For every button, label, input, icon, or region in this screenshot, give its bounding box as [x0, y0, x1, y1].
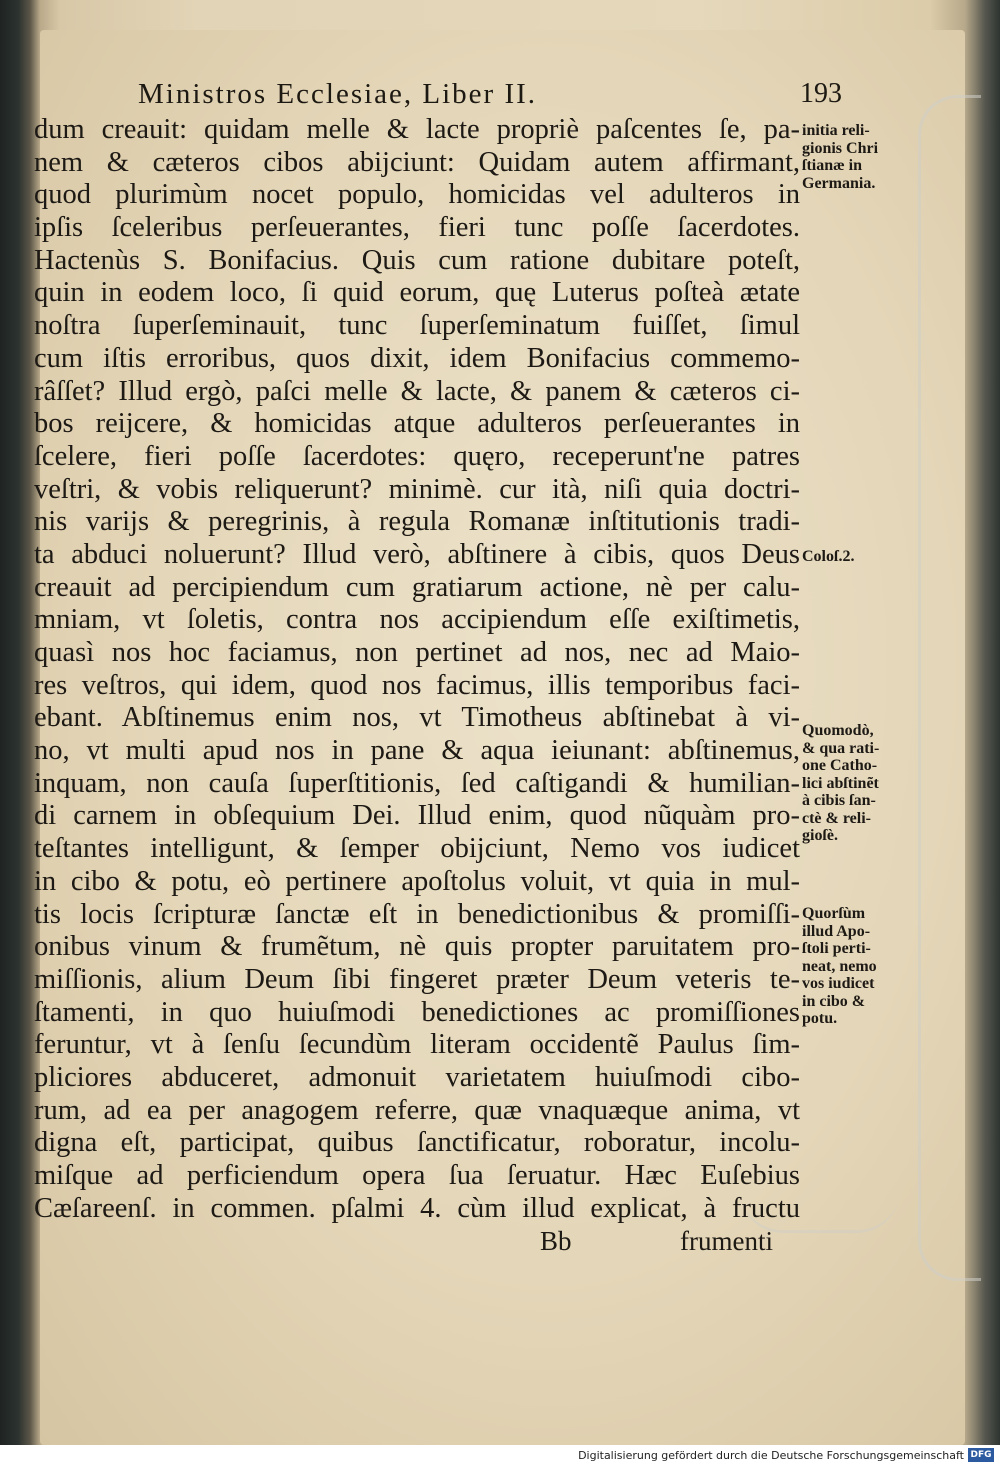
margin-note-line: & qua rati- — [802, 739, 880, 757]
page-number: 193 — [800, 78, 842, 109]
margin-note-line: in cibo & — [802, 992, 866, 1010]
funding-credit: Digitalisierung gefördert durch die Deutsche Forschungsgemeinschaft — [578, 1449, 964, 1462]
margin-note-line: à cibis ſan- — [802, 792, 876, 809]
signature-mark: Bb — [540, 1226, 572, 1256]
catchword: frumenti — [680, 1226, 773, 1256]
text-line: mniam, vt ſoletis, contra nos accipiendum eſſe exiſtimetis, — [34, 604, 800, 636]
text-line: quasì nos hoc faciamus, non pertinet ad nos, nec ad Maio- — [34, 637, 800, 668]
text-line: miſſionis, alium Deum ſibi fingeret præter Deum veteris te- — [34, 963, 800, 995]
text-line: in cibo & potu, eò pertinere apoſtolus voluit, vt quia in mul- — [34, 865, 800, 897]
margin-note-line: ſtianæ in — [802, 157, 863, 174]
text-line: di carnem in obſequium Dei. Illud enim, quod nũquàm pro- — [34, 800, 800, 832]
text-line: feruntur, vt à ſenſu ſecundùm literam occidentẽ Paulus ſim- — [34, 1029, 800, 1061]
margin-note-quomodo — [802, 722, 912, 845]
text-line: noſtra ſuperſeminauit, tunc ſuperſeminatum fuiſſet, ſimul — [34, 310, 800, 342]
text-line: Cæſareenſ. in commen. pſalmi 4. cùm illud explicat, à fructu — [34, 1192, 800, 1224]
margin-note-line: illud Apo- — [802, 922, 871, 940]
page-clip-shadow — [918, 95, 981, 1281]
text-line: nem & cæteros cibos abijciunt: Quidam autem affirmant, — [34, 146, 800, 178]
text-line: ebant. Abſtinemus enim nos, vt Timotheus abſtinebat à vi- — [34, 702, 800, 734]
margin-note-line: ſtoli perti- — [802, 940, 871, 957]
text-line: pliciores abduceret, admonuit varietatem huiuſmodi cibo- — [34, 1061, 800, 1093]
text-line: bos reijcere, & homicidas atque adulteros perſeuerantes in — [34, 408, 800, 440]
margin-note-line: neat, nemo — [802, 957, 877, 975]
text-line: inquam, non cauſa ſuperſtitionis, ſed caſtigandi & humilian- — [34, 767, 800, 799]
text-line: ſtamenti, in quo huiuſmodi benedictiones ac promiſſiones — [34, 996, 800, 1028]
margin-note-quorsum — [802, 905, 912, 1028]
text-line: miſque ad perficiendum opera ſua ſeruatur. Hæc Euſebius — [34, 1160, 800, 1191]
margin-note-line: vos iudicet — [802, 975, 875, 992]
text-line: cum iſtis erroribus, quos dixit, idem Bonifacius commemo- — [34, 342, 800, 374]
text-line: ta abduci noluerunt? Illud verò, abſtinere à cibis, quos Deus — [34, 538, 800, 570]
text-line: veſtri, & vobis reliquerunt? minimè. cur ità, niſi quia doctri- — [34, 473, 800, 505]
text-line: quod plurimùm nocet populo, homicidas vel adulteros in — [34, 179, 800, 211]
margin-note-line: initia reli- — [802, 122, 870, 139]
text-line: Hactenùs S. Bonifacius. Quis cum ratione dubitare poteſt, — [34, 244, 800, 276]
margin-note-line: ctè & reli- — [802, 809, 871, 827]
text-line: dum creauit: quidam melle & lacte propriè paſcentes ſe, pa- — [34, 114, 800, 145]
text-line: quin in eodem loco, ſi quid eorum, quę Luterus poſteà ætate — [34, 277, 800, 309]
text-line: res veſtros, qui idem, quod nos facimus, illis temporibus faci- — [34, 669, 800, 701]
text-line: ſcelere, fieri poſſe ſacerdotes: quęro, receperunt'ne patres — [34, 440, 800, 472]
margin-note-line: one Catho- — [802, 757, 878, 774]
margin-note-colos — [802, 548, 912, 566]
text-line: teſtantes intelligunt, & ſemper obijciunt, Nemo vos iudicet — [34, 833, 800, 865]
margin-note-line: Germania. — [802, 174, 876, 192]
margin-note-line: gioſè. — [802, 827, 838, 844]
text-line: onibus vinum & frumẽtum, nè quis propter paruitatem pro- — [34, 931, 800, 963]
text-line: tis locis ſcripturæ ſanctæ eſt in benedictionibus & promiſſi- — [34, 898, 800, 930]
text-line: digna eſt, participat, quibus ſanctificatur, roboratur, incolu- — [34, 1127, 800, 1159]
text-line: no, vt multi apud nos in pane & aqua ieiunant: abſtinemus, — [34, 735, 800, 767]
text-line: rum, ad ea per anagogem referre, quæ vnaquæque anima, vt — [34, 1094, 800, 1126]
dfg-logo: DFG — [968, 1448, 994, 1462]
text-line: râſſet? Illud ergò, paſci melle & lacte, & panem & cæteros ci- — [34, 375, 800, 407]
margin-note-line: potu. — [802, 1010, 838, 1027]
body-text — [34, 114, 800, 1225]
margin-note-line: Quomodò, — [802, 722, 874, 739]
text-line: nis varijs & peregrinis, à regula Romanæ inſtitutionis tradi- — [34, 506, 800, 538]
text-line: creauit ad percipiendum cum gratiarum actione, nè per calu- — [34, 571, 800, 603]
margin-note-line: Coloſ.2. — [802, 548, 855, 565]
margin-note-line: gionis Chri — [802, 139, 879, 157]
margin-note-line: Quorſùm — [802, 905, 866, 922]
margin-note-initia — [802, 122, 912, 192]
text-line: ipſis ſceleribus perſeuerantes, fieri tunc poſſe ſacerdotes. — [34, 212, 800, 244]
running-head: Ministros Ecclesiae, Liber II. — [138, 78, 538, 110]
margin-note-line: lici abſtinẽt — [802, 774, 879, 792]
